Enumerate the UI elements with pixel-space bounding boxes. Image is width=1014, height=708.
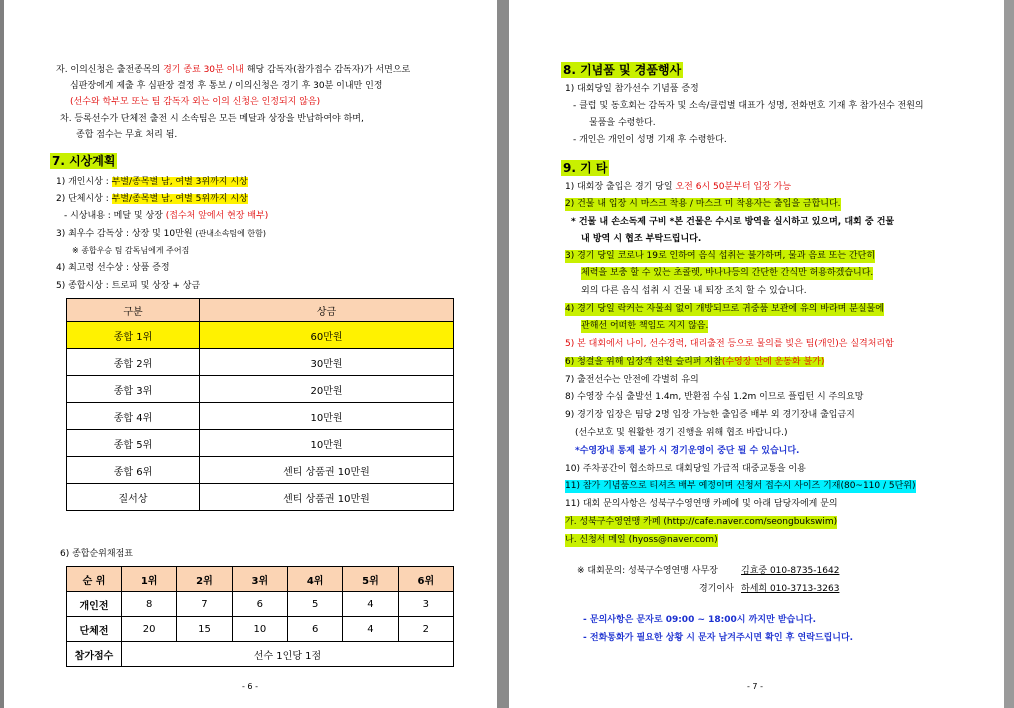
etc-item-11b: 11) 대회 문의사항은 성북구수영연맹 카페에 및 아래 담당자에게 문의 (565, 499, 838, 509)
table-cell: 20만원 (200, 376, 454, 403)
etc-item-9: 9) 경기장 입장은 팀당 2명 입장 가능한 출입증 배부 외 경기장내 출입금지 (565, 410, 855, 420)
table-row (67, 403, 454, 430)
table-cell: 7 (177, 592, 232, 617)
page-gap (497, 0, 509, 708)
table-row (67, 617, 454, 642)
contact-2-label: 경기이사 (699, 584, 734, 594)
table-cell: 10만원 (200, 430, 454, 457)
table-row (67, 592, 454, 617)
table-cell: 선수 1인당 1점 (122, 642, 454, 667)
scrollbar[interactable] (1004, 0, 1014, 708)
table-header-cell: 1위 (122, 567, 177, 592)
table-cell: 종합 2위 (67, 349, 200, 376)
etc-item-6: 6) 청결을 위해 입장객 전원 슬리퍼 지참(수영장 안에 운동화 불가) (565, 357, 825, 367)
table-cell: 개인전 (67, 592, 122, 617)
etc-item-2: 2) 건물 내 입장 시 마스크 착용 / 마스크 미 착용자는 출입을 금합니다. (565, 199, 841, 209)
souvenir-item-4: - 개인은 개인이 성명 기재 후 수령한다. (573, 135, 727, 145)
contact-label: ※ 대회문의: 성북구수영연맹 사무장 (577, 566, 718, 576)
table-cell: 참가점수 (67, 642, 122, 667)
page-number: - 7 - (747, 682, 763, 691)
table-header-cell: 상금 (200, 299, 454, 322)
table-row (67, 349, 454, 376)
table-cell: 센티 상품권 10만원 (200, 457, 454, 484)
table-header-cell: 5위 (343, 567, 398, 592)
notice-2: - 전화통화가 필요한 상황 시 문자 남겨주시면 확인 후 연락드립니다. (583, 633, 854, 643)
table-cell: 3 (398, 592, 453, 617)
etc-item-4b: 관해선 어떠한 책임도 지지 않음. (581, 321, 709, 331)
table-cell: 6 (287, 617, 342, 642)
page-6 (4, 0, 497, 708)
etc-item-3c: 외의 다른 음식 섭취 시 건물 내 퇴장 조치 할 수 있습니다. (581, 286, 807, 296)
table-cell: 10만원 (200, 403, 454, 430)
souvenir-item-2: - 클럽 및 동호회는 감독자 및 소속/클럽별 대표가 성명, 전화번호 기재 후 참가선수 전원의 (573, 101, 924, 111)
etc-item-11a: 11) 참가 기념품으로 티셔츠 배부 예정이며 신청서 접수시 사이즈 기재(80~110 / 5단위) (565, 481, 916, 491)
points-title: 6) 종합순위채점표 (60, 549, 133, 559)
etc-item-4a: 4) 경기 당일 락커는 자물쇠 없이 개방되므로 귀중품 보관에 유의 바라며 분실물에 (565, 304, 884, 314)
objection-line-3: (선수와 학부모 또는 팀 감독자 외는 이의 신청은 인정되지 않음) (70, 97, 321, 107)
table-row (67, 484, 454, 511)
table-cell: 종합 3위 (67, 376, 200, 403)
table-cell: 종합 5위 (67, 430, 200, 457)
table-cell: 단체전 (67, 617, 122, 642)
table-row (67, 322, 454, 349)
table-row (67, 430, 454, 457)
table-cell: 2 (398, 617, 453, 642)
award-content: - 시상내용 : 메달 및 상장 (접수처 앞에서 현장 배부) (64, 211, 269, 221)
table-cell: 종합 4위 (67, 403, 200, 430)
table-header-row (67, 567, 454, 592)
objection-line-2: 심판장에게 제출 후 심판장 결정 후 통보 / 이의신청은 경기 후 30분 이내만 인정 (70, 81, 383, 91)
table-cell: 30만원 (200, 349, 454, 376)
table-cell: 센티 상품권 10만원 (200, 484, 454, 511)
objection-line-1: 자. 이의신청은 출전종목의 경기 종료 30분 이내 해당 감독자(참가접수 감독자)가 서면으로 (56, 65, 411, 75)
table-cell: 종합 6위 (67, 457, 200, 484)
table-header-row (67, 299, 454, 322)
page-7 (509, 0, 1004, 708)
table-row (67, 642, 454, 667)
table-cell: 8 (122, 592, 177, 617)
contact-2: 하세희 010-3713-3263 (741, 584, 840, 594)
table-cell: 15 (177, 617, 232, 642)
contact-1: 김효중 010-8735-1642 (741, 566, 840, 576)
section-title-souvenir: 8. 기념품 및 경품행사 (563, 63, 682, 77)
etc-item-7: 7) 출전선수는 안전에 각별히 유의 (565, 375, 699, 385)
table-cell: 4 (343, 617, 398, 642)
award-item-5: 5) 종합시상 : 트로피 및 상장 + 상금 (56, 281, 201, 291)
points-table (66, 566, 454, 667)
etc-item-9b: (선수보호 및 원활한 경기 진행을 위해 협조 바랍니다.) (575, 428, 788, 438)
table-cell: 질서상 (67, 484, 200, 511)
page-number: - 6 - (242, 682, 258, 691)
table-header-cell: 순 위 (67, 567, 122, 592)
table-cell: 5 (287, 592, 342, 617)
award-item-3: 3) 최우수 감독상 : 상장 및 10만원 (관내소속팀에 한함) (56, 229, 266, 239)
etc-item-5: 5) 본 대회에서 나이, 선수경력, 대리출전 등으로 물의를 빚은 팀(개인)은 실격처리함 (565, 339, 894, 349)
award-item-4: 4) 최고령 선수상 : 상품 증정 (56, 263, 170, 273)
etc-item-1: 1) 대회장 출입은 경기 당일 오전 6시 50분부터 입장 가능 (565, 182, 792, 192)
award-item-2: 2) 단체시상 : 부별/종목별 남, 여별 5위까지 시상 (56, 194, 248, 204)
table-header-cell: 6위 (398, 567, 453, 592)
etc-item-2a: * 건물 내 손소독제 구비 *본 건물은 수시로 방역을 실시하고 있으며, 대회 중 건물 (571, 217, 895, 227)
etc-item-8: 8) 수영장 수심 출발선 1.4m, 반환점 수심 1.2m 이므로 플립턴 시 주의요망 (565, 392, 864, 402)
etc-item-9c: *수영장내 통제 불가 시 경기운영이 중단 될 수 있습니다. (575, 446, 800, 456)
registered-line-2: 종합 점수는 무효 처리 됨. (76, 130, 178, 140)
souvenir-item-3: 물품을 수령한다. (589, 118, 656, 128)
award-item-1: 1) 개인시상 : 부별/종목별 남, 여별 3위까지 시상 (56, 177, 248, 187)
souvenir-item-1: 1) 대회당일 참가선수 기념품 증정 (565, 84, 699, 94)
table-cell: 20 (122, 617, 177, 642)
table-cell: 종합 1위 (67, 322, 200, 349)
etc-item-3a: 3) 경기 당일 코로나 19로 인하여 음식 섭취는 불가하며, 물과 음료 또는 간단히 (565, 251, 876, 261)
cafe-link[interactable]: 가. 성북구수영연맹 카페 (http://cafe.naver.com/seongbukswim) (565, 517, 838, 527)
etc-item-10: 10) 주차공간이 협소하므로 대회당일 가급적 대중교통을 이용 (565, 464, 806, 474)
section-title-etc: 9. 기 타 (563, 161, 608, 175)
table-row (67, 457, 454, 484)
prize-table (66, 298, 454, 511)
table-header-cell: 3위 (232, 567, 287, 592)
table-cell: 60만원 (200, 322, 454, 349)
section-title-awards: 7. 시상계획 (52, 154, 116, 168)
table-cell: 10 (232, 617, 287, 642)
award-item-3-note: ※ 종합우승 팀 감독님에게 주어짐 (72, 246, 190, 255)
table-header-cell: 2위 (177, 567, 232, 592)
etc-item-2b: 내 방역 시 협조 부탁드립니다. (581, 234, 702, 244)
etc-item-3b: 체력을 보충 할 수 있는 초콜렛, 바나나등의 간단한 간식만 허용하겠습니다. (581, 268, 874, 278)
table-row (67, 376, 454, 403)
notice-1: - 문의사항은 문자로 09:00 ~ 18:00시 까지만 받습니다. (583, 615, 817, 625)
email-link[interactable]: 나. 신청서 메일 (hyoss@naver.com) (565, 535, 718, 545)
table-cell: 6 (232, 592, 287, 617)
table-header-cell: 4위 (287, 567, 342, 592)
table-header-cell: 구분 (67, 299, 200, 322)
table-cell: 4 (343, 592, 398, 617)
registered-line-1: 차. 등록선수가 단체전 출전 시 소속팀은 모든 메달과 상장을 반납하여야 하며, (60, 114, 364, 124)
